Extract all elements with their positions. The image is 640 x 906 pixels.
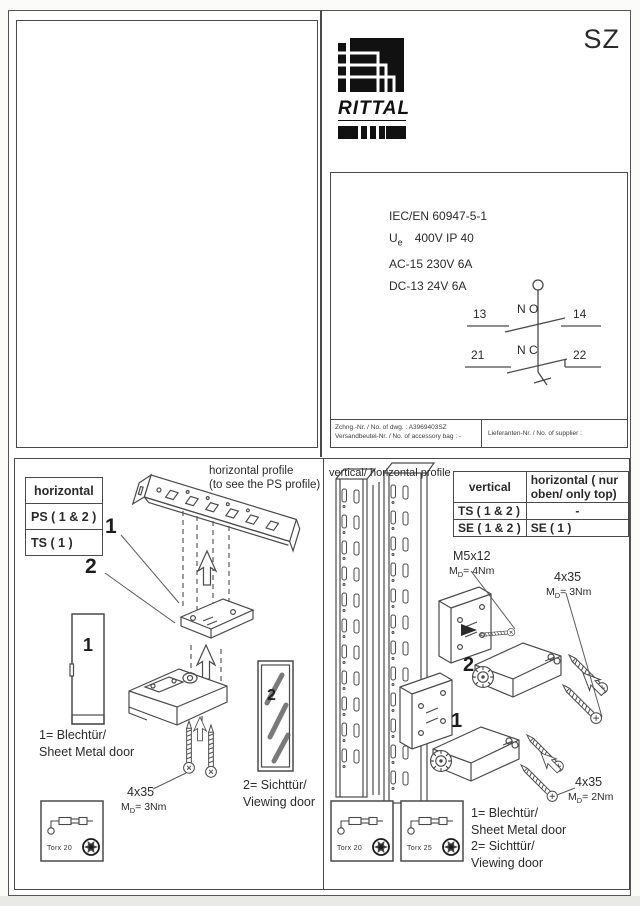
door-1-legend: 1= Blechtür/ Sheet Metal door: [39, 728, 135, 759]
m5-torque-label: $M_D= 4Nm$: [449, 565, 495, 580]
sheet-code: SZ: [583, 24, 620, 54]
torx-25-label: Torx 25: [407, 845, 433, 852]
instruction-panel: [14, 458, 630, 890]
spec-standard: IEC/EN 60947-5-1: [389, 209, 488, 223]
vertical-profile-note: vertical/ horizontal profile: [329, 467, 451, 479]
circuit-diagram: [451, 276, 616, 406]
spec-dc-rating: DC-13 24V 6A: [389, 279, 467, 294]
door-2-number: 2: [267, 687, 276, 704]
brand-panel: [322, 10, 628, 457]
table-row-ts12: TS ( 1 & 2 ): [454, 503, 527, 520]
screw-bottom-torque-label: $M_D= 2Nm$: [568, 791, 614, 806]
accessory-bag-label: Versandbeutel-Nr. / No. of accessory bag : -: [335, 433, 462, 440]
viewing-door: [258, 661, 293, 771]
drawing-number-cell: [331, 420, 482, 447]
callout-1: 1: [105, 515, 117, 538]
vertical-profile-rail: [336, 463, 434, 803]
drawing-number-line: [335, 423, 481, 432]
terminal-14: 14: [573, 307, 587, 321]
rittal-emblem-icon: [338, 38, 406, 94]
right-legend: 1= Blechtür/ Sheet Metal door 2= Sichttür/ Viewing door: [471, 806, 567, 870]
torx-20-label: Torx 20: [47, 845, 73, 852]
spec-ac-rating: AC-15 230V 6A: [389, 257, 473, 272]
torx-tool-box: [331, 801, 393, 861]
table-cell-se1: SE ( 1 ): [526, 520, 628, 537]
circuit-nc-label: N C: [517, 343, 538, 357]
adapter-plate: [181, 599, 253, 638]
table-header-horizontal: horizontal: [26, 478, 103, 504]
logo-rule: [338, 120, 406, 123]
callout-2-right: 2: [463, 654, 475, 676]
horizontal-profile-note: horizontal profile (to see the PS profile): [209, 465, 321, 491]
drawing-number-value: A3969403SZ: [408, 424, 447, 431]
spec-box: [330, 172, 628, 448]
door-1-number: 1: [82, 635, 93, 655]
circuit-svg: [451, 276, 616, 406]
screw-top-label: 4x35: [554, 570, 582, 584]
supplier-label: Lieferanten-Nr. / No. of supplier :: [488, 430, 582, 437]
table-cell-dash: -: [526, 503, 628, 520]
terminal-13: 13: [473, 307, 487, 321]
insert-arrow-icon: [197, 645, 215, 679]
drawing-number-label: Zchng.-Nr. / No. of dwg. :: [335, 424, 408, 431]
door-switch-body: [129, 669, 227, 725]
torx-tool-box: [41, 801, 103, 861]
screw-torque-label: $M_D= 3Nm$: [121, 801, 167, 816]
screw-bottom-label: 4x35: [575, 775, 603, 789]
spec-ue: $U_e$ 400V IP 40: [389, 231, 474, 248]
table-row-ps: PS ( 1 & 2 ): [26, 504, 103, 530]
logo-bar-icon: [338, 126, 406, 139]
callout-2: 2: [85, 555, 97, 578]
door-2-legend: 2= Sichttür/ Viewing door: [243, 778, 316, 809]
mounting-plate: [439, 587, 491, 663]
sheet-metal-door: [70, 614, 104, 724]
mounting-table-left: [25, 477, 103, 556]
screw-top-torque-label: $M_D= 3Nm$: [546, 586, 592, 601]
blank-panel: [16, 20, 318, 448]
title-block: [331, 419, 627, 447]
page-bottom-shadow: [0, 896, 640, 906]
supplier-cell: [482, 420, 627, 447]
screw-size-label: 4x35: [127, 785, 155, 799]
table-row-ts: TS ( 1 ): [26, 530, 103, 556]
table-header-horizontal-top: horizontal ( nur oben/ only top): [526, 472, 628, 503]
table-header-vertical: vertical: [454, 472, 527, 503]
circuit-no-label: N O: [517, 302, 539, 316]
mounting-table-right: [453, 471, 629, 537]
screw-icon: [184, 721, 195, 773]
insert-arrow-icon: [194, 717, 207, 741]
table-row-se12: SE ( 1 & 2 ): [454, 520, 527, 537]
callout-1-right: 1: [451, 710, 463, 732]
screw-icon: [206, 725, 217, 777]
terminal-22: 22: [573, 348, 587, 362]
rittal-wordmark: RITTAL: [338, 98, 411, 119]
rittal-logo: [338, 38, 411, 139]
terminal-21: 21: [471, 348, 485, 362]
mounting-plate: [400, 673, 452, 749]
torx-tool-box: [401, 801, 463, 861]
m5-screw-label: M5x12: [453, 549, 491, 563]
torx-20-label-right: Torx 20: [337, 845, 363, 852]
